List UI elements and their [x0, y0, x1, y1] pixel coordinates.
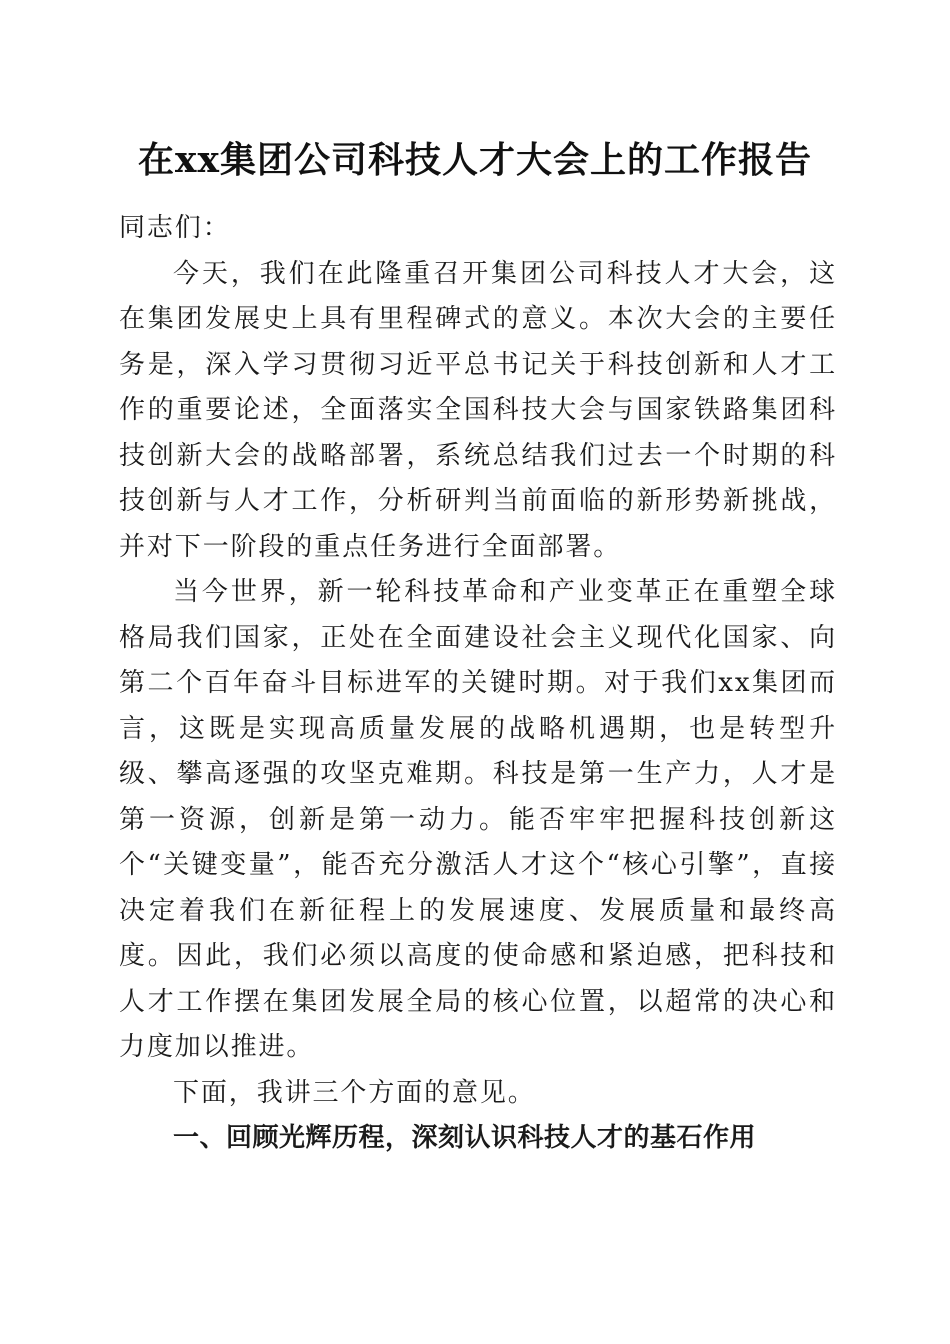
paragraph-context: 当今世界，新一轮科技革命和产业变革正在重塑全球格局我们国家，正处在全面建设社会主义现代化国家、向第二个百年奋斗目标进军的关键时期。对于我们xx集团而言，这既是实现高质量发展的战略机遇期，也是转型升级、攀高逐强的攻坚克难期。科技是第一生产力，人才是第一资源，创新是第一动力。能否牢牢把握科技创新这个“关键变量”，能否充分激活人才这个“核心引擎”，直接决定着我们在新征程上的发展速度、发展质量和最终高度。因此，我们必须以高度的使命感和紧迫感，把科技和人才工作摆在集团发展全局的核心位置，以超常的决心和力度加以推进。: [119, 577, 837, 1062]
document-body: [119, 206, 837, 1162]
document-title: 在xx集团公司科技人才大会上的工作报告: [138, 139, 812, 181]
salutation: 同志们：: [119, 213, 231, 243]
section-heading-1: 一、回顾光辉历程，深刻认识科技人才的基石作用: [173, 1123, 757, 1153]
paragraph-transition: 下面，我讲三个方面的意见。: [173, 1077, 536, 1108]
paragraph-opening: 今天，我们在此隆重召开集团公司科技人才大会，这在集团发展史上具有里程碑式的意义。本次大会的主要任务是，深入学习贯彻习近平总书记关于科技创新和人才工作的重要论述，全面落实全国科技大会与国家铁路集团科技创新大会的战略部署，系统总结我们过去一个时期的科技创新与人才工作，分析研判当前面临的新形势新挑战，并对下一阶段的重点任务进行全面部署。: [119, 258, 837, 562]
